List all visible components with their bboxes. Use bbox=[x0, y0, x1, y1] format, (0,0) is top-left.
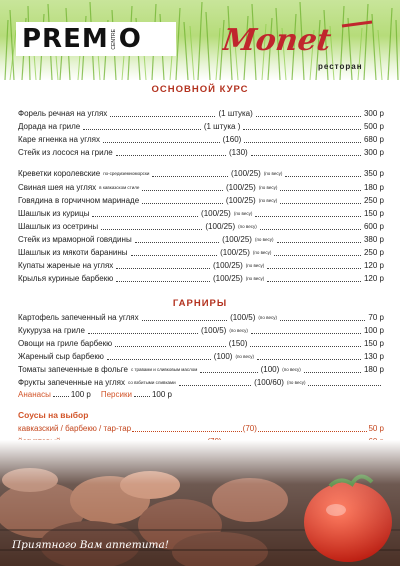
dotted-leader bbox=[179, 385, 252, 386]
menu-item-row bbox=[18, 221, 384, 232]
item-price: 150 р bbox=[363, 209, 384, 218]
menu-item-row bbox=[18, 338, 384, 349]
item-weight-note: (по весу) bbox=[258, 198, 278, 203]
dotted-leader bbox=[304, 372, 361, 373]
dotted-leader bbox=[258, 431, 368, 432]
dotted-leader bbox=[308, 385, 381, 386]
item-weight: (130) bbox=[229, 148, 248, 157]
fruit-price: 100 р bbox=[70, 390, 91, 399]
menu-item-row bbox=[18, 364, 384, 375]
dotted-leader bbox=[274, 255, 361, 256]
item-price: 500 р bbox=[363, 122, 384, 131]
bon-appetit-text: Приятного Вам аппетита! bbox=[12, 539, 169, 551]
fruit-price: 100 р bbox=[151, 390, 172, 399]
item-weight: (100/25) bbox=[231, 169, 261, 178]
item-price: 380 р bbox=[363, 235, 384, 244]
dotted-leader bbox=[92, 216, 198, 217]
menu-item-row bbox=[18, 147, 384, 158]
monet-logo-word: Monet bbox=[222, 23, 334, 58]
dotted-leader bbox=[142, 203, 223, 204]
item-name: Шашлык из курицы bbox=[18, 209, 90, 218]
menu-item-row bbox=[18, 108, 384, 119]
fruit-label: Ананасы bbox=[18, 390, 51, 399]
item-weight: (1 штука) bbox=[218, 109, 253, 118]
item-weight: (100/25) bbox=[212, 274, 243, 283]
menu-item-row bbox=[18, 208, 384, 219]
dotted-leader bbox=[260, 229, 361, 230]
menu-item-row bbox=[18, 247, 384, 258]
dotted-leader bbox=[107, 359, 211, 360]
item-weight: (100) bbox=[260, 365, 280, 374]
dotted-leader bbox=[135, 242, 219, 243]
dotted-leader bbox=[285, 176, 361, 177]
item-name: Шашлык из осетрины bbox=[18, 222, 99, 231]
item-weight-note: (по весу) bbox=[235, 354, 255, 359]
item-price: 120 р bbox=[363, 274, 385, 283]
dotted-leader bbox=[103, 142, 220, 143]
item-weight-note: (по весу) bbox=[258, 185, 278, 190]
item-weight-note: (по весу) bbox=[229, 328, 248, 333]
item-name: Стейк из лосося на гриле bbox=[18, 148, 113, 157]
premio-logo bbox=[16, 22, 176, 56]
sauces-title: Соусы на выбор bbox=[18, 410, 89, 420]
dotted-leader bbox=[256, 116, 361, 117]
dotted-leader bbox=[132, 431, 242, 432]
dotted-leader bbox=[116, 155, 226, 156]
item-note: с травами и сливковым маслом bbox=[130, 367, 198, 372]
sauce-name: кавказский / барбекю / тар-тар bbox=[18, 424, 132, 433]
dotted-leader bbox=[83, 129, 201, 130]
dotted-leader bbox=[116, 268, 210, 269]
item-name: Свиная шея на углях bbox=[18, 183, 97, 192]
item-name: Креветки королевские bbox=[18, 169, 101, 178]
item-weight-note: (по весу) bbox=[286, 380, 306, 385]
item-name: Кукуруза на гриле bbox=[18, 326, 85, 335]
dotted-leader bbox=[131, 255, 218, 256]
sauce-row bbox=[18, 423, 384, 434]
section-title-main-course: ОСНОВНОЙ КУРС bbox=[151, 84, 249, 95]
dotted-leader bbox=[255, 216, 361, 217]
fruit-label: Персики bbox=[100, 390, 132, 399]
item-weight-note: (по весу) bbox=[245, 263, 265, 268]
premio-logo-text-end: O bbox=[118, 24, 142, 54]
item-name: Фрукты запеченные на углях bbox=[18, 378, 126, 387]
item-price: 180 р bbox=[363, 365, 384, 374]
item-price: 150 р bbox=[363, 339, 385, 348]
item-weight: (150) bbox=[228, 339, 248, 348]
fruit-option-peach bbox=[101, 390, 172, 399]
item-name: Дорада на гриле bbox=[18, 122, 81, 131]
item-weight: (160) bbox=[222, 135, 242, 144]
dotted-leader bbox=[251, 333, 361, 334]
item-price: 250 р bbox=[363, 248, 385, 257]
sauce-weight: (70) bbox=[242, 424, 257, 433]
menu-item-row bbox=[18, 351, 384, 362]
dotted-leader bbox=[110, 116, 215, 117]
item-weight: (100/60) bbox=[254, 378, 284, 387]
menu-item-row bbox=[18, 134, 384, 145]
item-weight: (100/25) bbox=[220, 248, 250, 257]
menu-item-row bbox=[18, 273, 384, 284]
item-name: Томаты запеченные в фольге bbox=[18, 365, 128, 374]
menu-item-row bbox=[18, 168, 384, 179]
item-price: 300 р bbox=[363, 109, 385, 118]
item-price: 100 р bbox=[363, 326, 385, 335]
item-name: Форель речная на углях bbox=[18, 109, 108, 118]
menu-item-row bbox=[18, 234, 384, 245]
dotted-leader bbox=[280, 320, 365, 321]
dotted-leader bbox=[250, 346, 361, 347]
dotted-leader bbox=[88, 333, 198, 334]
item-note: со взбитыми сливками bbox=[128, 380, 176, 385]
dotted-leader bbox=[280, 203, 361, 204]
item-price: 680 р bbox=[363, 135, 385, 144]
item-weight-note: (по весу) bbox=[254, 237, 274, 242]
premio-logo-text: PREM bbox=[22, 24, 109, 54]
dotted-leader bbox=[244, 142, 361, 143]
item-name: Говядина в горчичном маринаде bbox=[18, 196, 140, 205]
item-weight: (100/25) bbox=[201, 209, 231, 218]
section-title-garnish: ГАРНИРЫ bbox=[172, 298, 228, 309]
menu-item-row bbox=[18, 182, 384, 193]
item-note: в кавказском стиле bbox=[99, 185, 140, 190]
dotted-leader bbox=[251, 155, 361, 156]
dotted-leader bbox=[152, 176, 228, 177]
header-grass-banner bbox=[0, 0, 400, 80]
dotted-leader bbox=[257, 359, 361, 360]
item-note: по-средиземноморски bbox=[103, 171, 150, 176]
dotted-leader bbox=[267, 281, 361, 282]
item-price: 180 р bbox=[363, 183, 384, 192]
item-name: Жареный сыр барбекю bbox=[18, 352, 104, 361]
item-weight: (100/25) bbox=[226, 183, 256, 192]
item-price: 70 р bbox=[368, 313, 384, 322]
item-price: 130 р bbox=[363, 352, 384, 361]
dotted-leader bbox=[280, 190, 361, 191]
dotted-leader bbox=[200, 372, 257, 373]
item-weight: (1 штука ) bbox=[203, 122, 241, 131]
dotted-leader bbox=[142, 320, 227, 321]
monet-logo bbox=[222, 18, 382, 68]
item-price: 120 р bbox=[363, 261, 385, 270]
fruit-options bbox=[18, 390, 172, 399]
item-name: Овощи на гриле барбекю bbox=[18, 339, 113, 348]
menu-item-row bbox=[18, 195, 384, 206]
dotted-leader bbox=[142, 190, 223, 191]
item-price: 250 р bbox=[363, 196, 385, 205]
item-weight-note: (по весу) bbox=[263, 171, 283, 176]
dotted-leader bbox=[53, 396, 69, 397]
item-price: 350 р bbox=[363, 169, 384, 178]
item-weight-note: (по весу) bbox=[252, 250, 272, 255]
item-name: Каре ягненка на углях bbox=[18, 135, 100, 144]
item-name: Купаты жареные на углях bbox=[18, 261, 114, 270]
fruit-option-pineapple bbox=[18, 390, 91, 399]
dotted-leader bbox=[116, 281, 210, 282]
item-weight-note: (по весу) bbox=[238, 224, 257, 229]
dotted-leader bbox=[115, 346, 226, 347]
dotted-leader bbox=[101, 229, 202, 230]
item-weight: (100/25) bbox=[212, 261, 243, 270]
item-weight: (100/25) bbox=[225, 196, 256, 205]
item-name: Крылья куриные барбекю bbox=[18, 274, 114, 283]
item-weight: (100/25) bbox=[222, 235, 252, 244]
item-name: Шашлык из мякоти баранины bbox=[18, 248, 128, 257]
item-weight-note: (по весу) bbox=[233, 211, 253, 216]
menu-item-row bbox=[18, 325, 384, 336]
dotted-leader bbox=[134, 396, 150, 397]
menu-item-row bbox=[18, 312, 384, 323]
item-weight: (100/5) bbox=[201, 326, 227, 335]
item-price: 300 р bbox=[363, 148, 385, 157]
item-weight-note: (по весу) bbox=[282, 367, 301, 372]
menu-item-row bbox=[18, 260, 384, 271]
item-weight: (100/5) bbox=[230, 313, 256, 322]
item-weight-note: (по весу) bbox=[245, 276, 265, 281]
monet-logo-mark bbox=[222, 18, 382, 68]
restaurant-label: ресторан bbox=[318, 62, 363, 71]
dotted-leader bbox=[267, 268, 361, 269]
item-name: Стейк из мраморной говядины bbox=[18, 235, 132, 244]
menu-item-row bbox=[18, 121, 384, 132]
item-weight-note: (по весу) bbox=[258, 315, 277, 320]
dotted-leader bbox=[277, 242, 361, 243]
item-name: Картофель запеченный на углях bbox=[18, 313, 139, 322]
menu-item-row bbox=[18, 377, 384, 388]
item-weight: (100/25) bbox=[205, 222, 236, 231]
sauce-price: 50 р bbox=[368, 424, 385, 433]
item-weight: (100) bbox=[213, 352, 233, 361]
premio-logo-small: CENTRE bbox=[110, 28, 117, 50]
item-price: 600 р bbox=[363, 222, 385, 231]
dotted-leader bbox=[243, 129, 361, 130]
